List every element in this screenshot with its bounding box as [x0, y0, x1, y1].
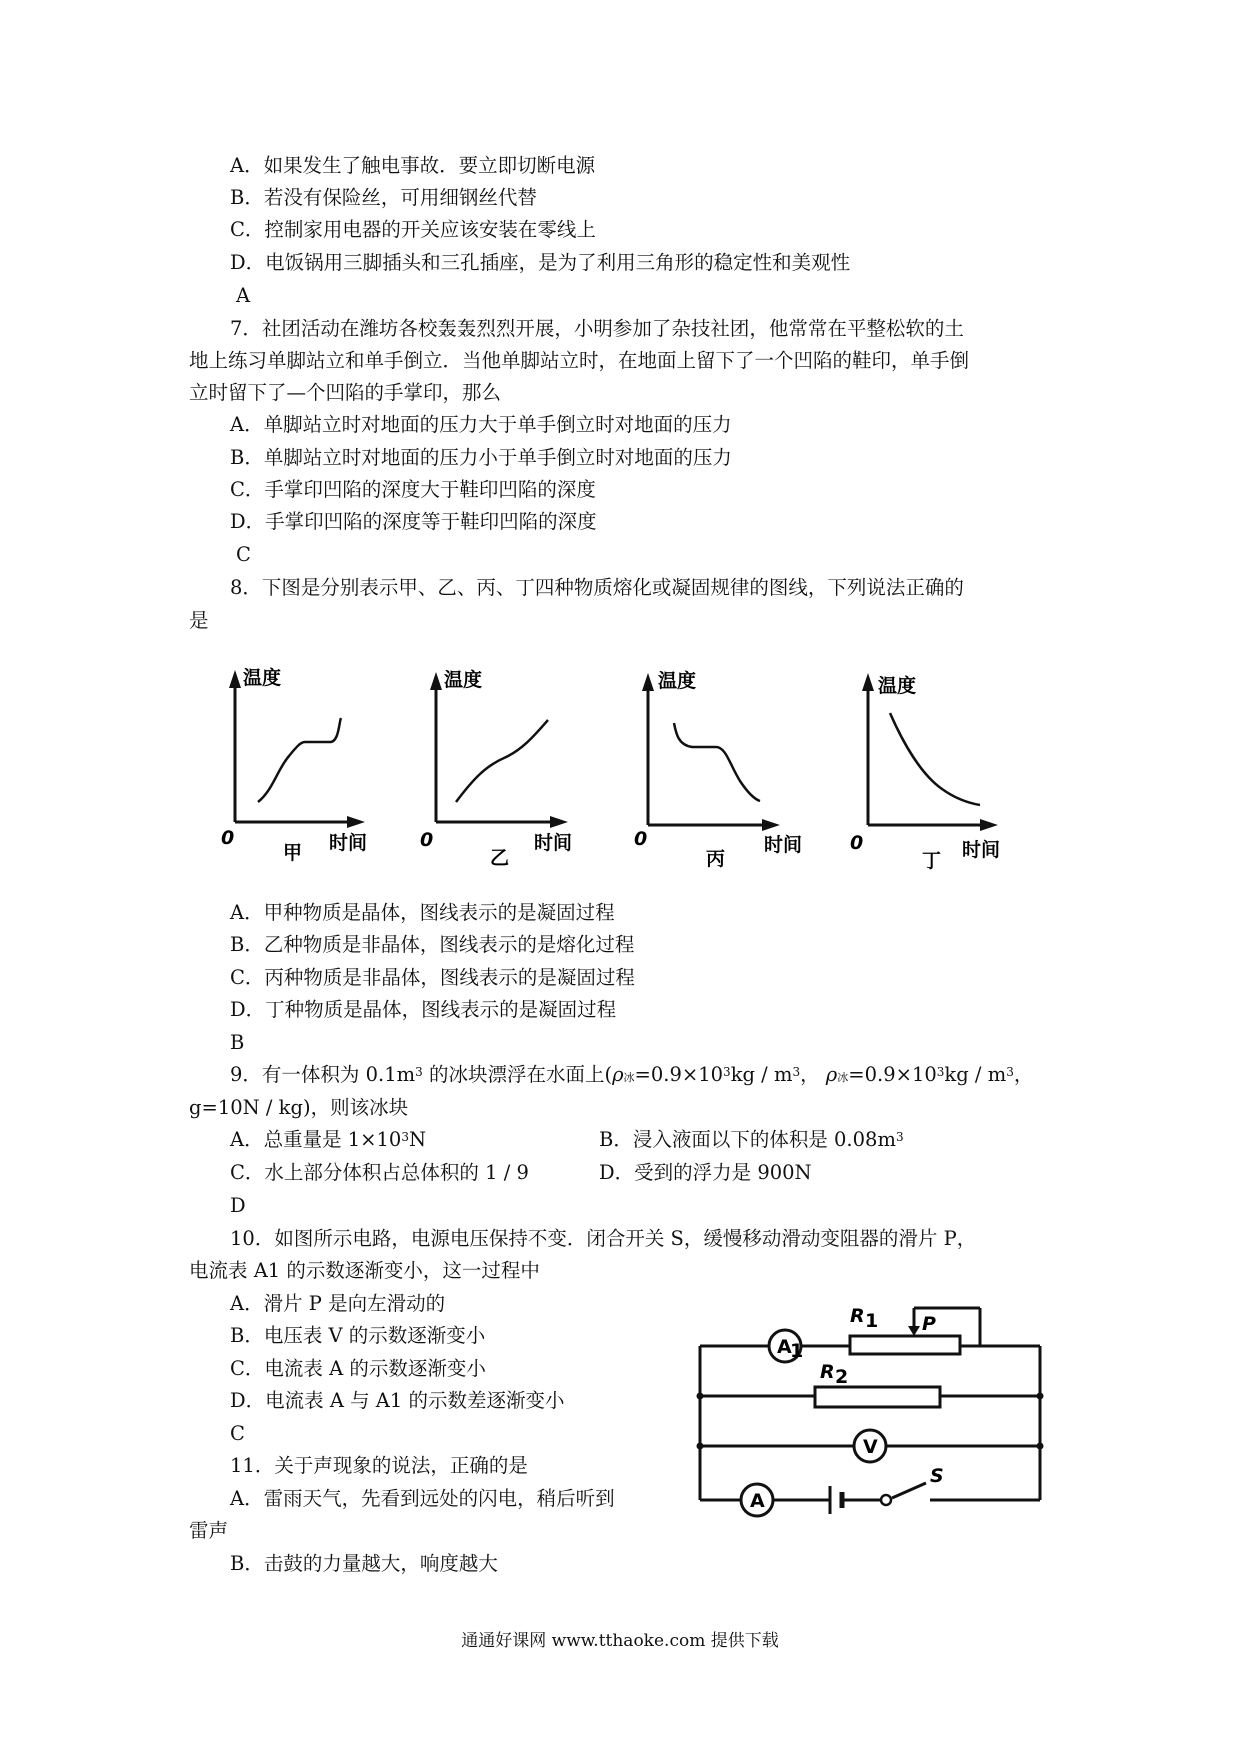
q6-option-c: C．控制家用电器的开关应该安装在零线上 [230, 218, 596, 241]
r2-label: R [820, 1361, 835, 1383]
q10-option-b: B．电压表 V 的示数逐渐变小 [230, 1324, 486, 1347]
q6-option-d: D．电饭锅用三脚插头和三孔插座，是为了利用三角形的稳定性和美观性 [230, 251, 851, 274]
q11-option-a-line-1: A．雷雨天气，先看到远处的闪电，稍后听到 [230, 1487, 615, 1510]
q9-option-a: A．总重量是 $1\times 10^3N$ [230, 1128, 427, 1151]
q8-stem-line-1: 8．下图是分别表示甲、乙、丙、丁四种物质熔化或凝固规律的图线，下列说法正确的 [230, 576, 964, 599]
switch-s-label: S [930, 1465, 944, 1487]
svg-text:2: 2 [835, 1366, 849, 1388]
q11-option-b: B．击鼓的力量越大，响度越大 [230, 1552, 498, 1575]
graph-ding-name: 丁 [922, 850, 942, 872]
graph-yi-ylabel: 温度 [444, 669, 483, 691]
graph-ding-origin: 0 [850, 832, 864, 854]
q8-stem-line-2: 是 [189, 609, 209, 632]
circuit-diagram [690, 1286, 1060, 1546]
q7-option-b: B．单脚站立时对地面的压力小于单手倒立时对地面的压力 [230, 446, 732, 469]
q7-option-c: C．手掌印凹陷的深度大于鞋印凹陷的深度 [230, 478, 596, 501]
slider-p-label: P [922, 1313, 936, 1335]
graph-jia-curve [258, 718, 341, 802]
voltmeter-icon [854, 1430, 886, 1462]
graph-bing-ylabel: 温度 [658, 670, 697, 692]
q10-option-c: C．电流表 A 的示数逐渐变小 [230, 1357, 486, 1380]
svg-text:V: V [863, 1436, 878, 1458]
graph-jia [205, 662, 385, 862]
q8-option-b: B．乙种物质是非晶体，图线表示的是熔化过程 [230, 933, 635, 956]
q9-stem-line-1: 9．有一体积为 $0.1m^3$ 的冰块漂浮在水面上(ρ冰$=0.9\times 10^3kg / m^3$， ρ冰$=0.9\times 10^3kg / m^3$， [230, 1063, 1034, 1086]
q7-option-d: D．手掌印凹陷的深度等于鞋印凹陷的深度 [230, 510, 597, 533]
graph-ding [838, 665, 1028, 875]
graph-bing-curve [674, 723, 760, 801]
q11-option-a-line-2: 雷声 [189, 1519, 229, 1542]
q10-answer: C [230, 1422, 245, 1445]
r1-label: R [850, 1305, 865, 1327]
q10-stem-line-1: 10．如图所示电路，电源电压保持不变．闭合开关 S，缓慢移动滑动变阻器的滑片 P， [230, 1227, 977, 1250]
graph-yi-curve [456, 720, 548, 802]
q9-answer: D [230, 1194, 246, 1217]
page-footer: 通通好课网 www.tthaoke.com 提供下载 [461, 1631, 779, 1651]
graph-ding-curve [890, 713, 980, 805]
graph-bing-origin: 0 [634, 828, 648, 850]
svg-text:A: A [750, 1490, 765, 1512]
graph-ding-xlabel: 时间 [962, 839, 1001, 861]
graph-yi-xlabel: 时间 [534, 832, 573, 854]
q10-stem-line-2: 电流表 A1 的示数逐渐变小，这一过程中 [189, 1259, 540, 1282]
q8-option-d: D．丁种物质是晶体，图线表示的是凝固过程 [230, 998, 617, 1021]
q7-stem-line-2: 地上练习单脚站立和单手倒立．当他单脚站立时，在地面上留下了一个凹陷的鞋印，单手倒 [189, 349, 970, 372]
svg-text:1: 1 [865, 1310, 879, 1332]
q9-option-c: C．水上部分体积占总体积的 1 / 9 [230, 1161, 529, 1184]
q7-option-a: A．单脚站立时对地面的压力大于单手倒立时对地面的压力 [230, 413, 732, 436]
q6-option-a: A．如果发生了触电事故．要立即切断电源 [230, 154, 596, 177]
svg-text:1: 1 [790, 1340, 804, 1362]
ammeter-a-icon [741, 1484, 773, 1516]
q6-option-b: B．若没有保险丝，可用细钢丝代替 [230, 186, 537, 209]
graph-yi-origin: 0 [420, 829, 434, 851]
graph-yi-name: 乙 [490, 847, 510, 867]
q7-stem-line-3: 立时留下了—个凹陷的手掌印，那么 [189, 381, 502, 404]
graph-bing-name: 丙 [706, 848, 726, 870]
q11-stem: 11．关于声现象的说法，正确的是 [230, 1454, 528, 1477]
graph-bing-xlabel: 时间 [764, 834, 803, 856]
q7-answer: C [236, 543, 251, 566]
graph-ding-ylabel: 温度 [878, 675, 917, 697]
q7-stem-line-1: 7．社团活动在潍坊各校轰轰烈烈开展，小明参加了杂技社团，他常常在平整松软的土 [230, 317, 964, 340]
graph-jia-origin: 0 [221, 827, 235, 849]
svg-text:A: A [777, 1336, 792, 1358]
graph-bing [620, 665, 810, 870]
q10-option-d: D．电流表 A 与 A1 的示数差逐渐变小 [230, 1389, 565, 1412]
graph-yi [408, 662, 588, 867]
q9-option-b: B．浸入液面以下的体积是 $0.08m^3$ [599, 1128, 904, 1151]
graph-jia-name: 甲 [283, 842, 303, 862]
q8-option-a: A．甲种物质是晶体，图线表示的是凝固过程 [230, 901, 615, 924]
q9-stem-line-2: g=10N / kg)，则该冰块 [189, 1096, 409, 1119]
ammeter-a1-icon [769, 1330, 803, 1362]
q10-option-a: A．滑片 P 是向左滑动的 [230, 1292, 446, 1315]
q8-answer: B [230, 1031, 245, 1054]
q8-option-c: C．丙种物质是非晶体，图线表示的是凝固过程 [230, 966, 635, 989]
graph-jia-xlabel: 时间 [329, 832, 368, 854]
q9-option-d: D．受到的浮力是 900N [599, 1161, 812, 1184]
graph-jia-ylabel: 温度 [243, 667, 282, 689]
q6-answer: A [236, 284, 251, 307]
